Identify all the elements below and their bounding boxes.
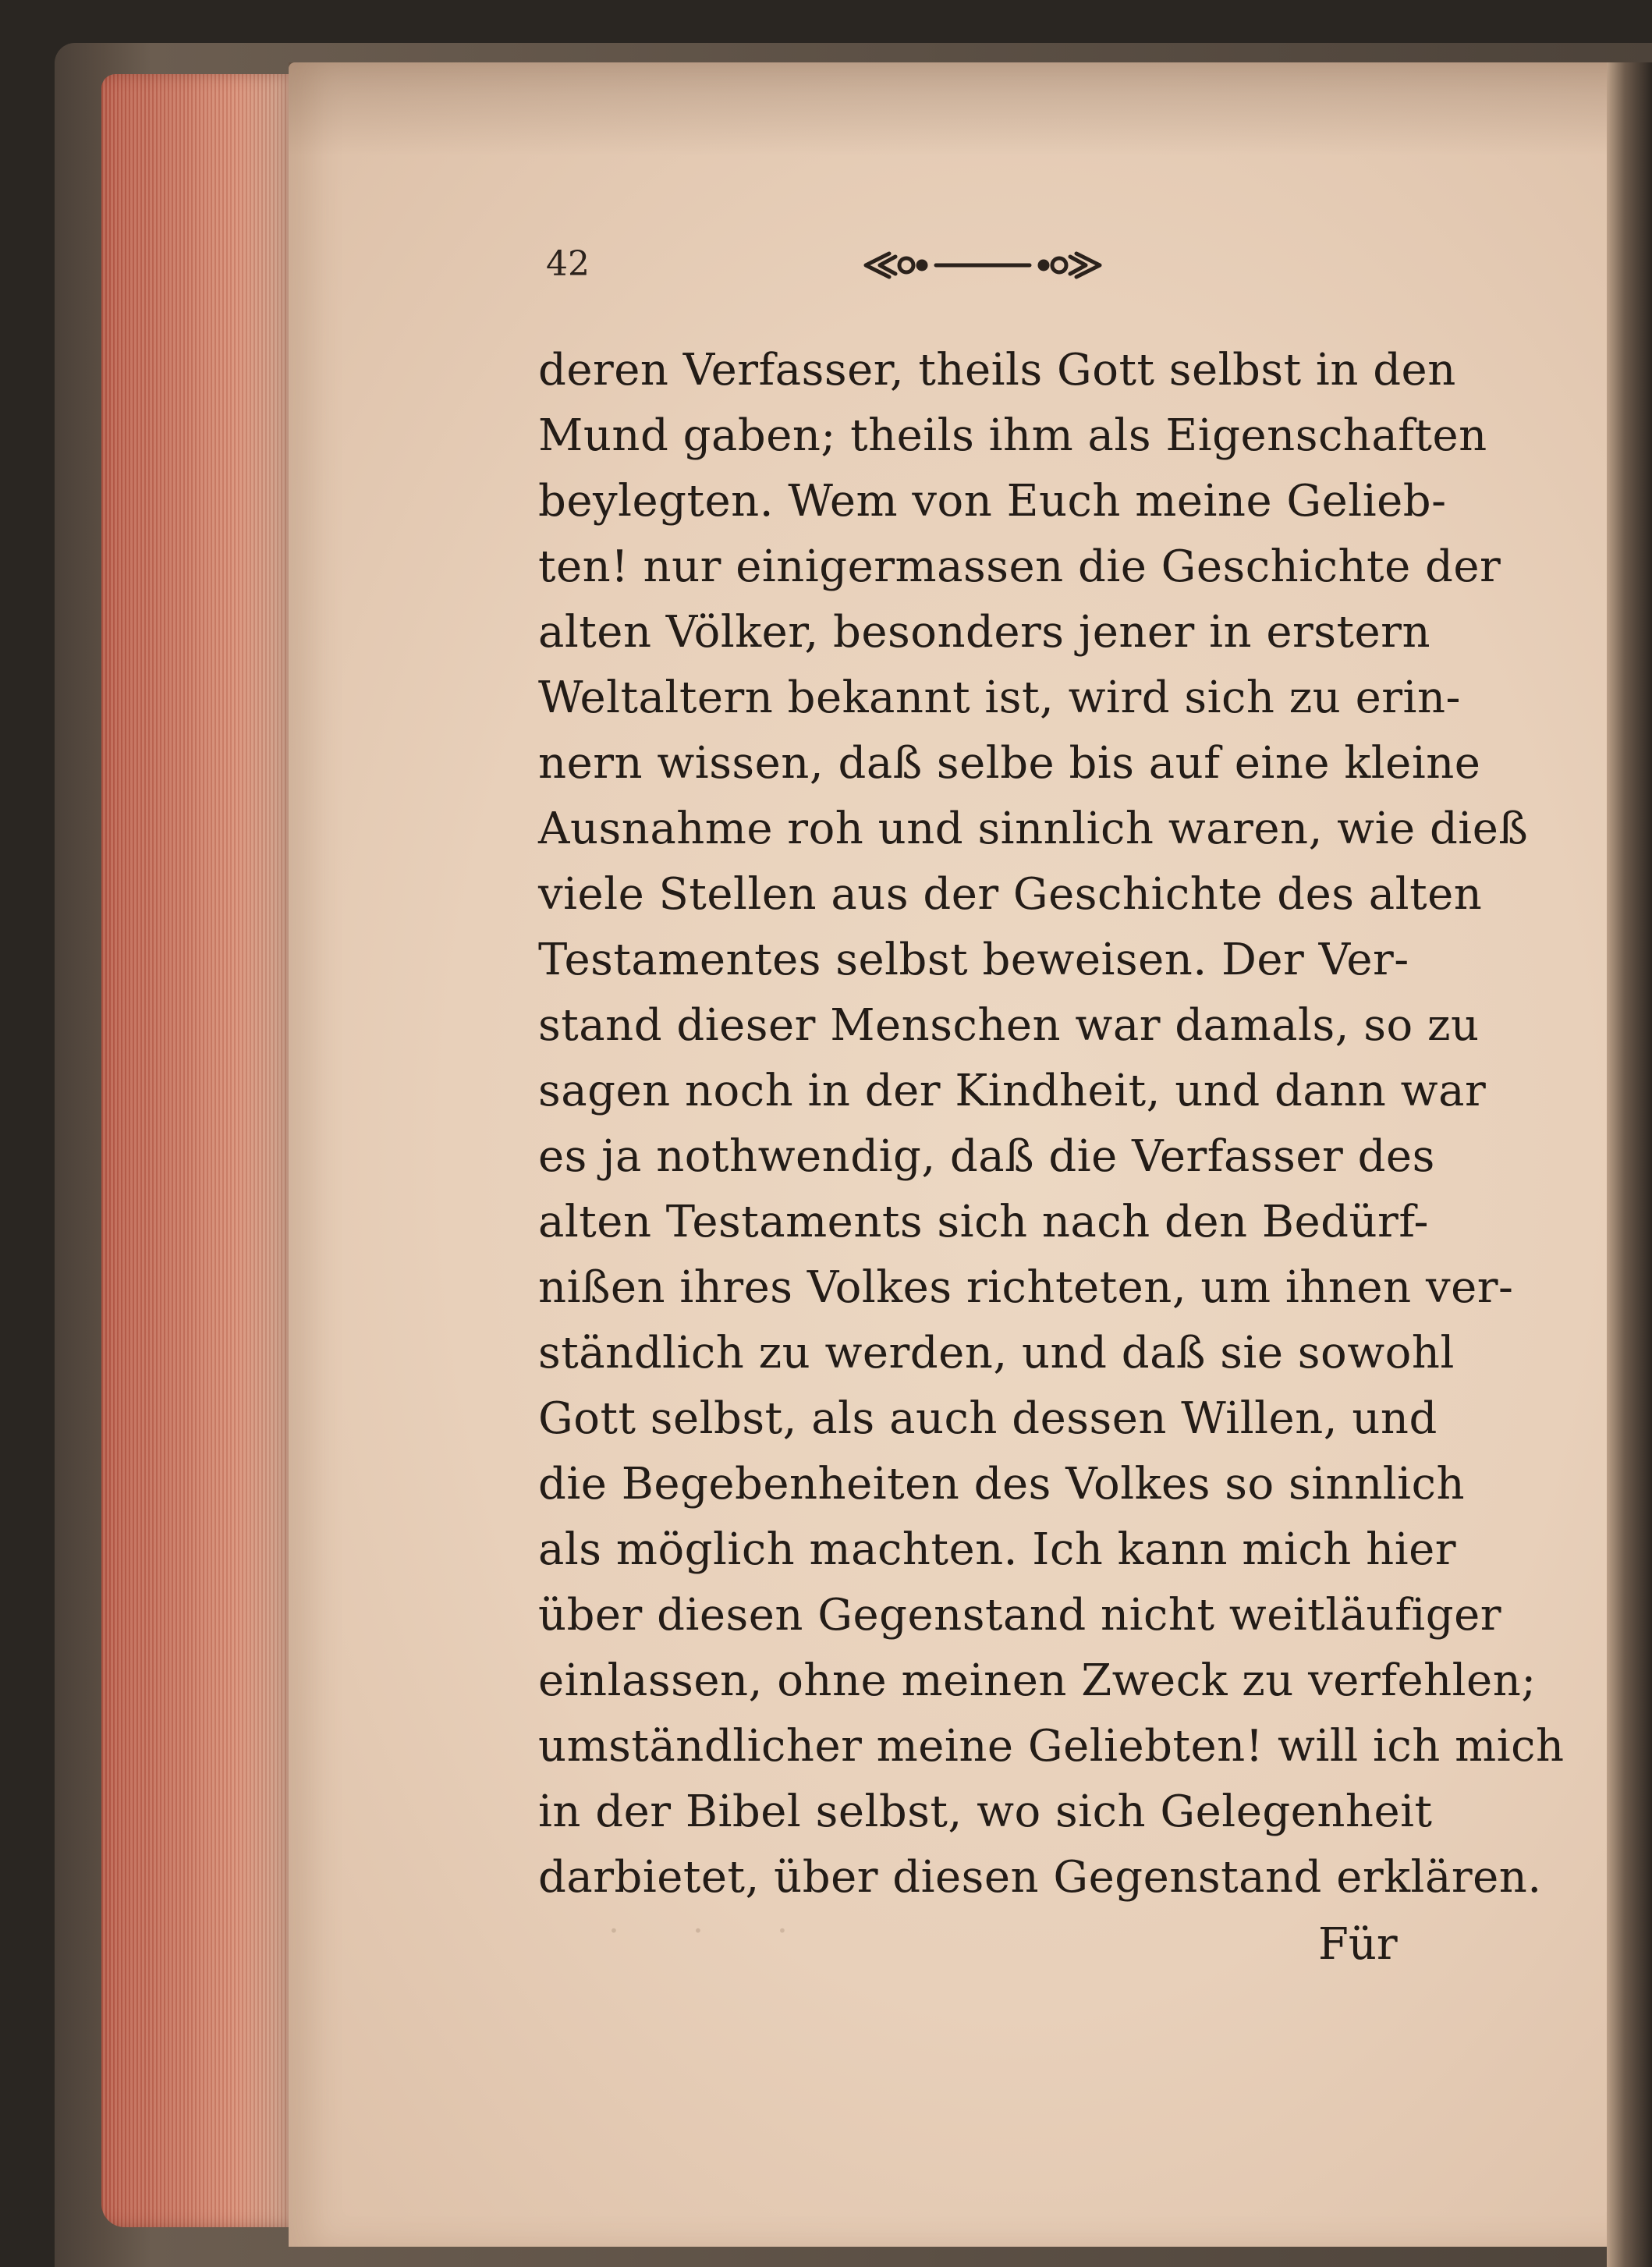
text-line: Gott selbst, als auch dessen Willen, und	[538, 1393, 1438, 1444]
page-edges	[101, 74, 296, 2227]
catchword: Für	[1318, 1919, 1398, 1970]
text-line: alten Völker, besonders jener in erstern	[538, 607, 1431, 658]
text-line: Testamentes selbst beweisen. Der Ver-	[538, 935, 1409, 985]
text-line: Weltaltern bekannt ist, wird sich zu erin-	[538, 672, 1461, 723]
text-line: alten Testaments sich nach den Bedürf-	[538, 1197, 1429, 1247]
text-line: stand dieser Menschen war damals, so zu	[538, 1000, 1480, 1051]
text-line: sagen noch in der Kindheit, und dann war	[538, 1066, 1487, 1116]
book-gutter	[1607, 62, 1652, 2267]
text-line: über diesen Gegenstand nicht weitläufiger	[538, 1590, 1501, 1641]
text-line: beylegten. Wem von Euch meine Gelieb-	[538, 476, 1447, 527]
text-line: ständlich zu werden, und daß sie sowohl	[538, 1328, 1455, 1378]
text-line: Ausnahme roh und sinnlich waren, wie dieß	[538, 804, 1529, 854]
text-line: als möglich machten. Ich kann mich hier	[538, 1524, 1457, 1575]
page-header	[546, 238, 1443, 300]
text-line: es ja nothwendig, daß die Verfasser des	[538, 1131, 1435, 1182]
text-line: darbietet, über diesen Gegenstand erklären.	[538, 1852, 1542, 1903]
text-line: nißen ihres Volkes richteten, um ihnen ver-	[538, 1262, 1514, 1313]
text-line: Mund gaben; theils ihm als Eigenschaften	[538, 410, 1487, 461]
text-line: einlassen, ohne meinen Zweck zu verfehlen;	[538, 1655, 1537, 1706]
text-line: die Begebenheiten des Volkes so sinnlich	[538, 1459, 1466, 1510]
ornament-icon	[858, 238, 1108, 293]
text-line: deren Verfasser, theils Gott selbst in den	[538, 345, 1456, 396]
text-line: ten! nur einigermassen die Geschichte der	[538, 541, 1501, 592]
page-number: 42	[546, 244, 590, 284]
text-line: in der Bibel selbst, wo sich Gelegenheit	[538, 1786, 1433, 1837]
show-through-text: · · ·	[608, 1911, 819, 1951]
text-line: viele Stellen aus der Geschichte des alten	[538, 869, 1483, 920]
page-shadow	[289, 62, 1615, 156]
text-line: umständlicher meine Geliebten! will ich mich	[538, 1721, 1565, 1772]
text-line: nern wissen, daß selbe bis auf eine kleine	[538, 738, 1481, 789]
